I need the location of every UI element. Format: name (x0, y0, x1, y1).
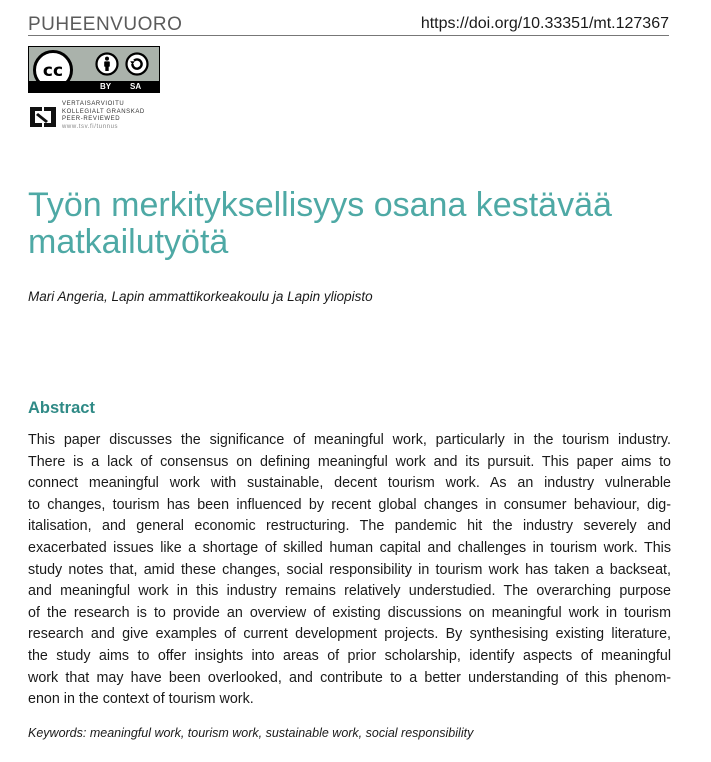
header-divider (28, 35, 669, 36)
peer-reviewed-logo-icon (28, 103, 58, 131)
peer-reviewed-mark (28, 101, 168, 133)
by-attribution-icon (95, 52, 119, 76)
peer-line: VERTAISARVIOITU (62, 101, 125, 107)
abstract-line: of the research is to provide an overview of existing discussions on meaningful work in tourism (28, 604, 671, 621)
keywords: Keywords: meaningful work, tourism work, sustainable work, social responsibility (28, 726, 474, 740)
abstract-body (28, 430, 671, 711)
by-label: BY (100, 82, 112, 91)
article-authors: Mari Angeria, Lapin ammattikorkeakoulu ja Lapin yliopisto (28, 289, 373, 304)
article-title: Työn merkityksellisyys osana kestävää matkailutyötä (28, 186, 612, 261)
cc-license-badge[interactable] (28, 46, 160, 93)
abstract-line: This paper discusses the significance of meaningful work, particularly in the tourism industry. (28, 432, 671, 448)
abstract-heading: Abstract (28, 399, 95, 417)
peer-line: PEER-REVIEWED (62, 116, 121, 122)
abstract-line: study notes that, amid these changes, social responsibility in tourism work has taken a backseat, (28, 561, 671, 578)
sa-label: SA (130, 82, 142, 91)
cc-icon-text: cc (42, 61, 64, 81)
abstract-line: exacerbated issues like a shortage of skilled human capital and challenges in tourism work. This (28, 539, 671, 556)
abstract-line: There is a lack of consensus on defining meaningful work and its pursuit. This paper aims to (28, 453, 671, 470)
abstract-line: research and give examples of current development projects. By synthesising existing literature, (28, 626, 671, 643)
share-alike-icon (125, 52, 149, 76)
peer-line: KOLLEGIALT GRANSKAD (62, 108, 145, 115)
abstract-line: work that may have been overlooked, and contribute to a better understanding of this phenom- (28, 669, 671, 686)
abstract-line: to changes, tourism has been influenced by recent global changes in consumer behaviour, dig- (28, 496, 671, 513)
section-label: PUHEENVUORO (28, 14, 183, 35)
doi-link[interactable]: https://doi.org/10.33351/mt.127367 (420, 15, 669, 32)
abstract-line: italisation, and general economic restructuring. The pandemic hit the industry severely and (28, 518, 671, 535)
abstract-line: and meaningful work in this industry remains relatively understudied. The overarching purpose (28, 583, 671, 600)
peer-reviewed-text (62, 101, 145, 131)
peer-line: www.tsv.fi/tunnus (62, 123, 119, 130)
abstract-line: connect meaningful work with sustainable, decent tourism work. As an industry vulnerable (28, 475, 671, 492)
abstract-line: enon in the context of tourism work. (28, 691, 254, 708)
abstract-line: the study aims to offer insights into areas of prior scholarship, identify aspects of meaningful (28, 647, 671, 664)
